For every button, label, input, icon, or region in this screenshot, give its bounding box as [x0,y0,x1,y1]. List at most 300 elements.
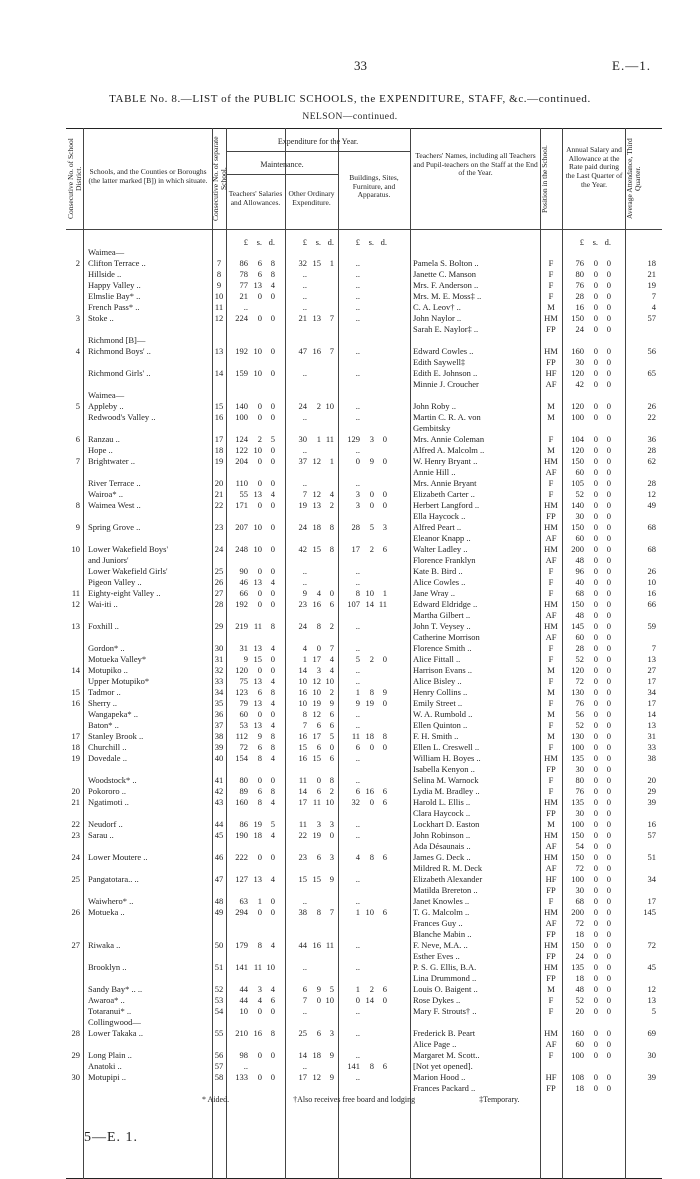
teacher-salaries [228,874,283,884]
teacher-salaries-part: 72 [239,742,248,752]
teacher-position: AF [545,841,557,851]
buildings-expenditure [340,720,395,730]
annual-salary-part: 0 [606,434,611,444]
annual-salary-part: 72 [575,918,584,928]
buildings-expenditure [340,830,395,840]
teacher-name: Elizabeth Carter .. [413,489,475,499]
teacher-salaries-part: 0 [257,478,262,488]
annual-salary [564,819,619,829]
teacher-position: F [548,269,554,279]
teacher-salaries-part: 6 [257,258,262,268]
annual-salary-part: 28 [575,643,584,653]
district-number: 20 [71,786,80,796]
other-expenditure-part: 3 [329,852,334,862]
annual-salary [564,412,619,422]
annual-salary [564,698,619,708]
buildings-expenditure [340,445,395,455]
buildings-expenditure-part: 3 [355,489,360,499]
teacher-salaries-part: 8 [270,269,275,279]
teacher-salaries [228,423,283,433]
teacher-salaries-part: 4 [257,995,262,1005]
average-attendance: 5 [651,1006,656,1016]
other-expenditure-part: 12 [312,1072,321,1082]
school-name: Richmond [B]— [88,335,146,345]
buildings-expenditure-part: 107 [347,599,360,609]
teacher-salaries-part: 219 [235,621,248,631]
school-name: Riwaka .. [88,940,121,950]
school-name: Motueka .. [88,907,125,917]
annual-salary-part: 0 [593,632,598,642]
annual-salary [564,984,619,994]
buildings-expenditure-part: 6 [355,742,360,752]
teacher-salaries-part: 8 [270,258,275,268]
school-name: Brooklyn .. [88,962,127,972]
annual-salary [564,544,619,554]
annual-salary-part: 0 [593,280,598,290]
other-expenditure [287,533,342,543]
teacher-position: FP [546,511,556,521]
buildings-expenditure-part: 9 [382,687,387,697]
annual-salary-part: 0 [606,346,611,356]
other-expenditure [287,665,342,675]
annual-salary-part: 0 [606,698,611,708]
annual-salary [564,918,619,928]
district-number: 19 [71,753,80,763]
other-expenditure [287,346,342,356]
annual-salary-part: 72 [575,863,584,873]
school-number: 36 [214,709,224,719]
school-name: Awaroa* .. [88,995,125,1005]
annual-salary [564,753,619,763]
annual-salary-part: 0 [593,896,598,906]
teacher-name: [Not yet opened]. [413,1061,473,1071]
teacher-salaries [228,698,283,708]
annual-salary-part: 0 [606,610,611,620]
other-expenditure-part: 11 [325,434,334,444]
teacher-salaries-part: 160 [235,797,248,807]
teacher-salaries-part: 18 [253,830,262,840]
teacher-salaries-part: 75 [239,676,248,686]
annual-salary-part: 0 [593,698,598,708]
buildings-expenditure [340,1028,395,1038]
teacher-name: Ella Haycock .. [413,511,466,521]
col-header-annual: Annual Salary and Allowance at the Rate paid during the Last Quarter of the Year. [565,145,623,189]
annual-salary [564,852,619,862]
annual-salary-part: 0 [593,368,598,378]
annual-salary-part: 0 [606,522,611,532]
annual-salary-part: 104 [571,434,584,444]
teacher-salaries-part: 86 [239,258,248,268]
annual-salary-part: 0 [606,819,611,829]
teacher-salaries [228,665,283,675]
teacher-salaries-part: 190 [235,830,248,840]
annual-salary-part: 0 [593,533,598,543]
annual-salary-part: 0 [606,1083,611,1093]
teacher-salaries-part: 4 [270,280,275,290]
teacher-salaries-part: 0 [270,401,275,411]
teacher-position: HF [545,368,557,378]
teacher-salaries [228,577,283,587]
other-expenditure-part: 0 [329,742,334,752]
buildings-expenditure [340,1072,395,1082]
other-expenditure-part: 44 [298,940,307,950]
annual-salary-part: 0 [606,951,611,961]
annual-salary-part: 0 [593,258,598,268]
teacher-salaries [228,819,283,829]
teacher-salaries-part: 60 [239,709,248,719]
average-attendance: 19 [647,280,656,290]
other-expenditure [287,720,342,730]
teacher-salaries [228,555,283,565]
unit-shilling: s. [592,237,598,247]
buildings-expenditure [340,1006,395,1016]
school-name: Sarau .. [88,830,114,840]
teacher-name: James G. Deck .. [413,852,471,862]
other-expenditure-part: .. [302,1061,307,1071]
school-name: Lower Wakefield Boys' [88,544,169,554]
other-expenditure [287,654,342,664]
other-expenditure [287,951,342,961]
annual-salary-part: 76 [575,786,584,796]
buildings-expenditure-part: 9 [355,698,360,708]
average-attendance: 17 [647,676,656,686]
footnotes [202,1095,582,1104]
annual-salary-part: 0 [593,643,598,653]
teacher-position: HM [544,313,558,323]
annual-salary [564,632,619,642]
teacher-salaries-part: 0 [257,775,262,785]
other-expenditure-part: 18 [312,1050,321,1060]
annual-salary-part: 0 [606,962,611,972]
other-expenditure-part: 6 [329,720,334,730]
district-number: 9 [75,522,80,532]
school-number: 44 [214,819,224,829]
other-expenditure [287,423,342,433]
teacher-salaries-part: .. [243,302,248,312]
other-expenditure-part: 8 [329,775,334,785]
annual-salary-part: 0 [606,500,611,510]
annual-salary [564,940,619,950]
school-number: 16 [214,412,224,422]
teacher-salaries [228,841,283,851]
annual-salary [564,357,619,367]
teacher-salaries-part: 0 [257,401,262,411]
other-expenditure-part: 16 [298,731,307,741]
school-number: 58 [214,1072,224,1082]
school-name: Waimea— [88,247,125,257]
teacher-position: F [548,291,554,301]
annual-salary [564,643,619,653]
annual-salary-part: 52 [575,489,584,499]
teacher-salaries-part: 0 [257,456,262,466]
other-expenditure-part: 8 [329,522,334,532]
teacher-salaries-part: 55 [239,489,248,499]
buildings-expenditure [340,368,395,378]
district-number: 4 [75,346,80,356]
teacher-salaries [228,1028,283,1038]
teacher-salaries [228,632,283,642]
teacher-position: M [547,709,555,719]
average-attendance: 17 [647,698,656,708]
average-attendance: 57 [647,830,656,840]
school-name: Motupiko .. [88,665,128,675]
other-expenditure [287,1028,342,1038]
table-title: TABLE No. 8.—LIST of the PUBLIC SCHOOLS, the EXPENDITURE, STAFF, &c.—continued. [109,93,591,105]
annual-salary-part: 0 [593,302,598,312]
other-expenditure-part: 6 [316,720,321,730]
other-expenditure-part: 3 [316,665,321,675]
header-rule [66,229,662,230]
other-expenditure-part: 10 [298,676,307,686]
school-name: Pigeon Valley .. [88,577,142,587]
teacher-position: F [548,258,554,268]
teacher-salaries [228,973,283,983]
annual-salary [564,368,619,378]
buildings-expenditure [340,500,395,510]
annual-salary-part: 0 [593,720,598,730]
school-name: Sherry .. [88,698,118,708]
other-expenditure [287,819,342,829]
teacher-position: M [547,665,555,675]
teacher-salaries-part: 0 [270,522,275,532]
teacher-salaries [228,775,283,785]
school-number: 38 [214,731,224,741]
teacher-name: John Roby .. [413,401,456,411]
school-number: 12 [214,313,224,323]
col-header-position: Position in the School. [540,145,549,213]
buildings-expenditure-part: 10 [365,907,374,917]
teacher-salaries-part: 8 [270,731,275,741]
teacher-name: Selina M. Warnock [413,775,479,785]
teacher-salaries-part: 86 [239,819,248,829]
other-expenditure [287,478,342,488]
teacher-name: Martha Gilbert .. [413,610,471,620]
other-expenditure-part: 12 [312,489,321,499]
annual-salary-part: 0 [593,1028,598,1038]
header-rule [226,174,338,175]
unit-shilling: s. [368,237,374,247]
buildings-expenditure [340,511,395,521]
teacher-position: AF [545,467,557,477]
teacher-salaries-part: 44 [239,984,248,994]
teacher-salaries [228,786,283,796]
annual-salary-part: 100 [571,1050,584,1060]
other-expenditure-part: 4 [329,665,334,675]
column-rule [226,128,227,1179]
annual-salary-part: 0 [606,973,611,983]
teacher-salaries-part: 11 [253,962,262,972]
annual-salary [564,1017,619,1027]
teacher-name: Mrs. M. E. Moss‡ .. [413,291,482,301]
annual-salary-part: 68 [575,588,584,598]
average-attendance: 66 [647,599,656,609]
buildings-expenditure [340,280,395,290]
other-expenditure [287,434,342,444]
buildings-expenditure [340,489,395,499]
teacher-salaries-part: 4 [270,698,275,708]
annual-salary-part: 0 [593,940,598,950]
average-attendance: 49 [647,500,656,510]
other-expenditure-part: 2 [329,621,334,631]
teacher-salaries [228,379,283,389]
teacher-salaries-part: 0 [257,1006,262,1016]
annual-salary [564,764,619,774]
school-number: 48 [214,896,224,906]
teacher-salaries-part: 8 [270,1028,275,1038]
annual-salary-part: 0 [593,687,598,697]
buildings-expenditure [340,1061,395,1071]
teacher-position: M [547,401,555,411]
unit-pence: d. [380,237,387,247]
buildings-expenditure-part: 0 [382,654,387,664]
teacher-salaries-part: 0 [257,1050,262,1060]
teacher-salaries [228,566,283,576]
buildings-expenditure [340,742,395,752]
school-name: Ranzau .. [88,434,120,444]
teacher-salaries-part: 10 [253,368,262,378]
teacher-name: Frederick B. Peart [413,1028,476,1038]
other-expenditure-part: 4 [316,588,321,598]
average-attendance: 145 [643,907,656,917]
annual-salary-part: 0 [606,731,611,741]
teacher-salaries [228,368,283,378]
buildings-expenditure-part: 6 [382,786,387,796]
footnote-aided: * Aided. [202,1095,230,1104]
teacher-salaries-part: 5 [270,434,275,444]
annual-salary [564,676,619,686]
other-expenditure-part: 30 [298,434,307,444]
teacher-salaries-part: 0 [270,291,275,301]
annual-salary-part: 150 [571,313,584,323]
teacher-position: FP [546,357,556,367]
school-name: and Juniors' [88,555,129,565]
annual-salary-part: 100 [571,819,584,829]
teacher-salaries-part: 15 [253,654,262,664]
other-expenditure-part: 9 [316,984,321,994]
teacher-salaries-part: 0 [270,1072,275,1082]
teacher-salaries-part: 248 [235,544,248,554]
annual-salary-part: 18 [575,1083,584,1093]
teacher-position: FP [546,324,556,334]
buildings-expenditure-part: 0 [355,456,360,466]
teacher-name: Eleanor Knapp .. [413,533,471,543]
annual-salary-part: 150 [571,940,584,950]
buildings-expenditure [340,522,395,532]
buildings-expenditure [340,401,395,411]
average-attendance: 36 [647,434,656,444]
annual-salary-part: 0 [606,676,611,686]
annual-salary-part: 100 [571,742,584,752]
other-expenditure-part: 14 [298,1050,307,1060]
teacher-position: F [548,742,554,752]
district-number: 26 [71,907,80,917]
annual-salary-part: 0 [593,445,598,455]
other-expenditure-part: 9 [329,874,334,884]
annual-salary-part: 0 [606,401,611,411]
other-expenditure-part: 14 [298,665,307,675]
buildings-expenditure-part: 5 [355,654,360,664]
annual-salary-part: 0 [593,984,598,994]
other-expenditure [287,258,342,268]
teacher-salaries-part: 13 [253,874,262,884]
other-expenditure-part: 10 [325,995,334,1005]
other-expenditure-part: 10 [325,797,334,807]
teacher-salaries-part: 77 [239,280,248,290]
buildings-expenditure-part: 6 [382,544,387,554]
school-name: Wairoa* .. [88,489,123,499]
buildings-expenditure-part: 0 [369,797,374,807]
other-expenditure-part: 6 [329,753,334,763]
teacher-name: Edward Cowles .. [413,346,474,356]
unit-pence: d. [604,237,611,247]
teacher-name: Mildred R. M. Deck [413,863,483,873]
teacher-position: HM [544,522,558,532]
annual-salary-part: 28 [575,291,584,301]
teacher-name: Isabella Kenyon .. [413,764,475,774]
school-name: Wai-iti .. [88,599,118,609]
teacher-salaries [228,544,283,554]
teacher-position: F [548,995,554,1005]
teacher-salaries [228,302,283,312]
annual-salary-part: 0 [593,995,598,1005]
buildings-expenditure [340,929,395,939]
annual-salary-part: 200 [571,907,584,917]
teacher-position: HM [544,500,558,510]
teacher-salaries [228,522,283,532]
annual-salary-part: 0 [593,808,598,818]
teacher-name: Elizabeth Alexander [413,874,483,884]
annual-salary [564,1039,619,1049]
teacher-salaries [228,489,283,499]
school-name: Lower Moutere .. [88,852,148,862]
other-expenditure-part: 11 [312,797,321,807]
annual-salary-part: 0 [593,544,598,554]
annual-salary-part: 0 [606,621,611,631]
buildings-expenditure [340,863,395,873]
buildings-expenditure [340,599,395,609]
annual-salary-part: 0 [593,841,598,851]
buildings-expenditure [340,940,395,950]
buildings-expenditure-part: 11 [378,599,387,609]
buildings-expenditure-part: 6 [382,1061,387,1071]
annual-salary [564,401,619,411]
other-expenditure-part: .. [302,478,307,488]
teacher-salaries-part: 4 [270,940,275,950]
annual-salary-part: 52 [575,720,584,730]
other-expenditure [287,995,342,1005]
other-expenditure [287,896,342,906]
other-expenditure-part: 7 [302,489,307,499]
annual-salary-part: 0 [593,885,598,895]
annual-salary-part: 0 [606,269,611,279]
teacher-salaries-part: 207 [235,522,248,532]
buildings-expenditure-part: .. [355,676,360,686]
unit-pound: £ [243,237,248,247]
annual-salary [564,346,619,356]
annual-salary [564,742,619,752]
teacher-salaries-part: 4 [270,984,275,994]
buildings-expenditure [340,357,395,367]
other-expenditure-part: 8 [302,709,307,719]
other-expenditure-part: 0 [316,775,321,785]
teacher-position: F [548,577,554,587]
other-expenditure-part: 11 [298,775,307,785]
teacher-salaries [228,401,283,411]
buildings-expenditure-part: 14 [365,599,374,609]
other-expenditure-part: 23 [298,852,307,862]
teacher-salaries [228,280,283,290]
teacher-position: AF [545,555,557,565]
